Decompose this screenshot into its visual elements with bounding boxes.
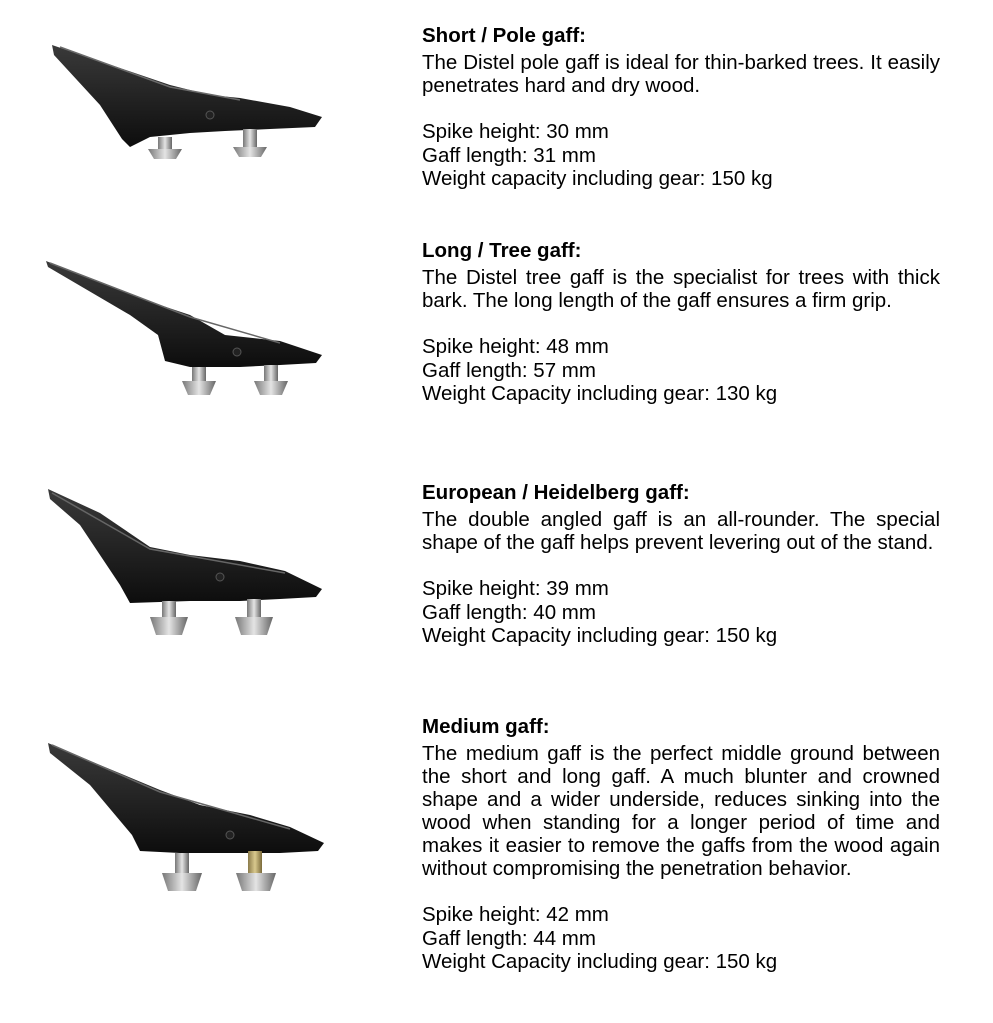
spec-list [422,577,940,648]
medium-gaff-section [422,715,940,974]
gaff-length: Gaff length: 31 mm [422,143,596,167]
gaff-length: Gaff length: 40 mm [422,600,596,624]
long-tree-gaff-image [40,255,330,400]
weight-capacity: Weight Capacity including gear: 150 kg [422,950,778,973]
gaff-length: Gaff length: 57 mm [422,358,596,382]
section-title: European / Heidelberg gaff: [422,481,690,504]
spec-list [422,335,940,406]
weight-capacity: Weight Capacity including gear: 130 kg [422,382,778,405]
section-description: The Distel pole gaff is ideal for thin-barked trees. It easily penetrates hard and dry wood. [422,51,940,97]
section-description: The double angled gaff is an all-rounder. The special shape of the gaff helps prevent levering out of the stand. [422,508,940,554]
weight-capacity: Weight Capacity including gear: 150 kg [422,624,778,647]
gaff-length: Gaff length: 44 mm [422,926,596,950]
spike-height: Spike height: 39 mm [422,577,609,600]
section-title: Long / Tree gaff: [422,239,582,262]
short-pole-gaff-section [422,24,940,191]
spike-height: Spike height: 48 mm [422,335,609,358]
spike-height: Spike height: 30 mm [422,120,609,143]
section-description: The medium gaff is the perfect middle ground between the short and long gaff. A much blunter and crowned shape and a wider underside, reduces sinking into the wood when standing for a longer period of time and makes it easier to remove the gaffs from the wood again without compromising the penetration behavior. [422,742,940,880]
medium-gaff-image [40,735,330,900]
section-title: Medium gaff: [422,715,550,738]
european-heidelberg-gaff-image [40,485,330,645]
spec-list [422,120,940,191]
weight-capacity: Weight capacity including gear: 150 kg [422,167,773,190]
short-pole-gaff-image [40,35,330,170]
spec-list [422,903,940,974]
european-heidelberg-gaff-section [422,481,940,648]
section-description: The Distel tree gaff is the specialist for trees with thick bark. The long length of the gaff ensures a firm grip. [422,266,940,312]
long-tree-gaff-section [422,239,940,406]
section-title: Short / Pole gaff: [422,24,586,47]
spike-height: Spike height: 42 mm [422,903,609,926]
